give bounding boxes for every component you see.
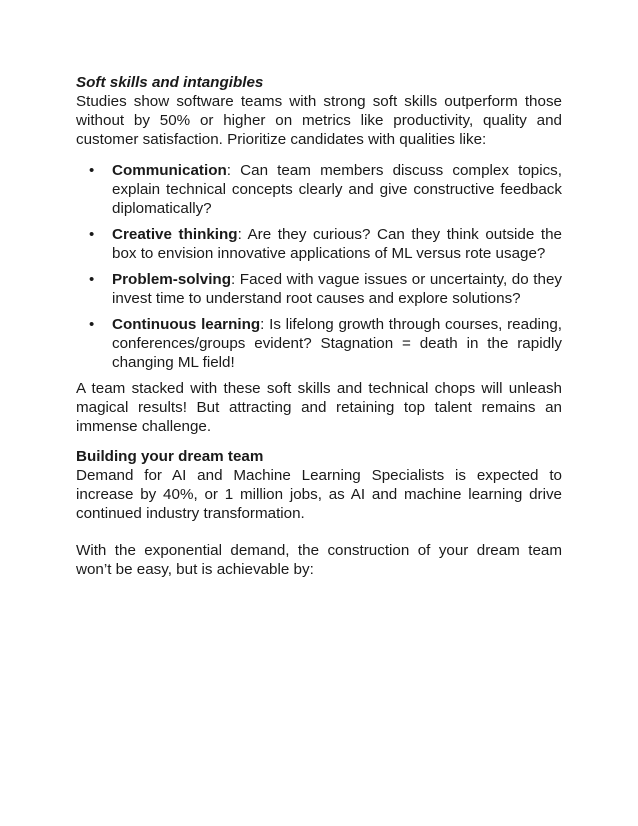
- achievable-paragraph: With the exponential demand, the construction of your dream team won’t be easy, but is achievable by:: [76, 542, 562, 578]
- bullet-icon: •: [89, 162, 95, 179]
- list-item-term: Problem-solving: [112, 271, 231, 288]
- section-heading-soft-skills: Soft skills and intangibles: [76, 74, 264, 91]
- intro-paragraph: Studies show software teams with strong soft skills outperform those without by 50% or higher on metrics like productivity, quality and customer satisfaction. Prioritize candidates with qualities like:: [76, 93, 562, 148]
- list-item: [76, 315, 562, 372]
- bullet-icon: •: [89, 226, 95, 243]
- section-heading-dream-team: Building your dream team: [76, 448, 264, 465]
- list-item-text: : Can team members discuss complex topics, explain technical concepts clearly and give constructive feedback diplomatically?: [112, 162, 562, 217]
- qualities-list: [76, 161, 562, 372]
- list-item: [76, 161, 562, 218]
- list-item-term: Continuous learning: [112, 316, 261, 333]
- list-item-term: Communication: [112, 162, 227, 179]
- closing-paragraph: A team stacked with these soft skills and technical chops will unleash magical results! But attracting and retaining top talent remains an immense challenge.: [76, 380, 562, 435]
- demand-paragraph: Demand for AI and Machine Learning Specialists is expected to increase by 40%, or 1 million jobs, as AI and machine learning drive continued industry transformation.: [76, 467, 562, 522]
- list-item: [76, 225, 562, 263]
- bullet-icon: •: [89, 271, 95, 288]
- document-page: [76, 73, 562, 579]
- bullet-icon: •: [89, 316, 95, 333]
- list-item-text: : Are they curious? Can they think outside the box to envision innovative applications of ML versus rote usage?: [112, 226, 563, 262]
- list-item-text: : Is lifelong growth through courses, reading, conferences/groups evident? Stagnation = death in the rapidly changing ML field!: [112, 316, 562, 371]
- list-item-text: : Faced with vague issues or uncertainty, do they invest time to understand root causes and explore solutions?: [112, 271, 562, 307]
- list-item-term: Creative thinking: [112, 226, 238, 243]
- list-item: [76, 270, 562, 308]
